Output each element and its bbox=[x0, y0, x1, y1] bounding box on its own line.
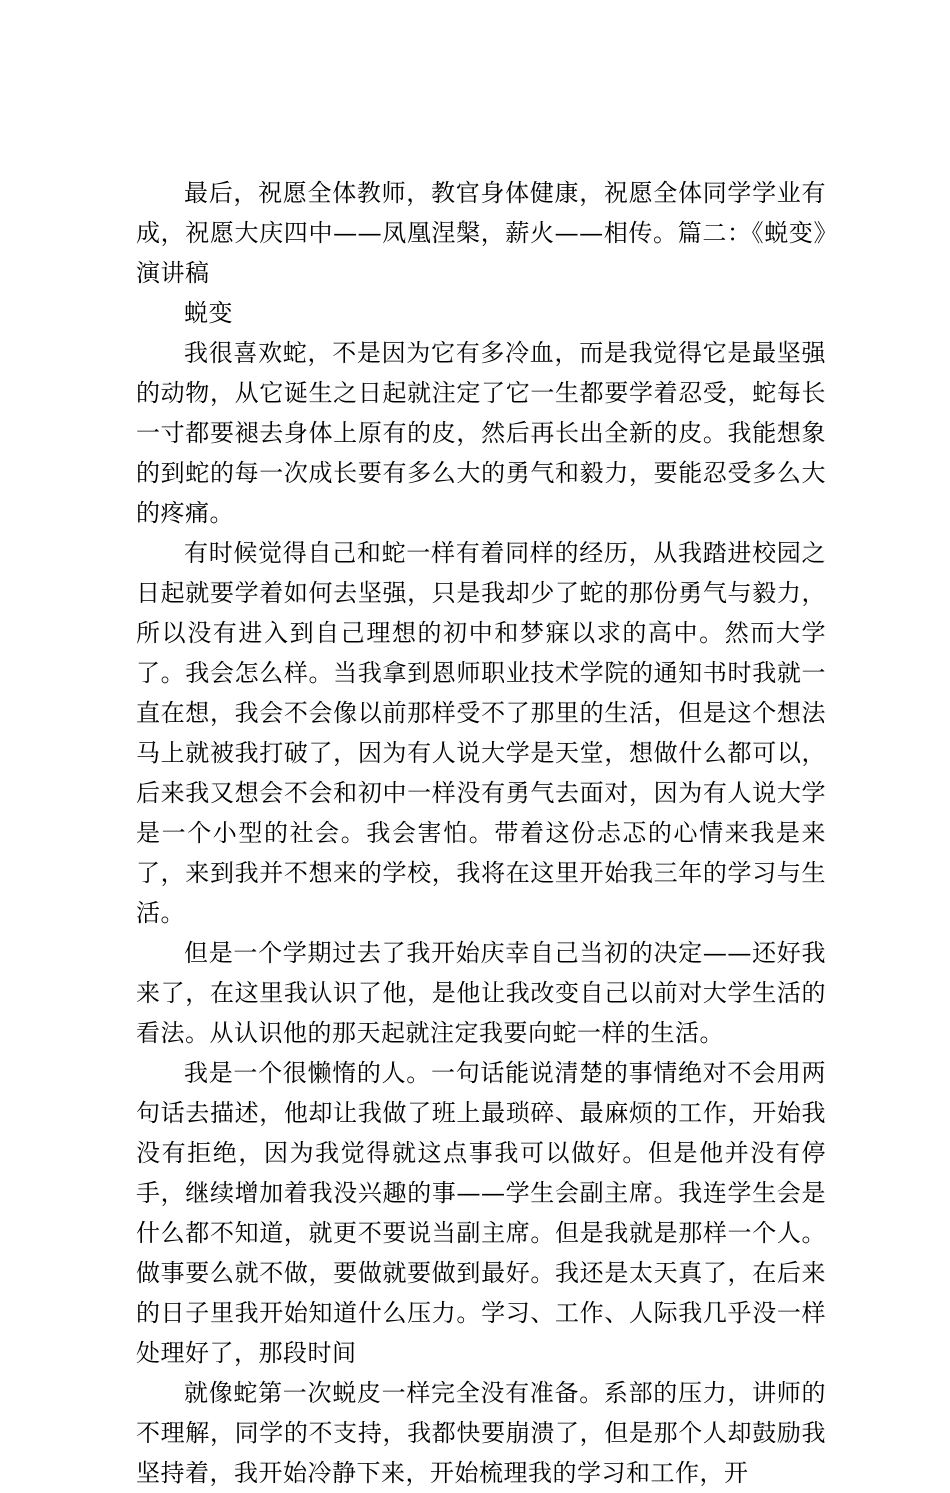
paragraph-student-union: 我是一个很懒惰的人。一句话能说清楚的事情绝对不会用两句话去描述，他却让我做了班上最琐碎、最麻烦的工作，开始我没有拒绝，因为我觉得就这点事我可以做好。但是他并没有停手，继续增加着我没兴趣的事——学生会副主席。我连学生会是什么都不知道，就更不要说当副主席。但是我就是那样一个人。做事要么就不做，要做就要做到最好。我还是太天真了，在后来的日子里我开始知道什么压力。学习、工作、人际我几乎没一样处理好了，那段时间 bbox=[136, 1059, 826, 1367]
paragraph-closing-wishes: 最后，祝愿全体教师，教官身体健康，祝愿全体同学学业有成，祝愿大庆四中——凤凰涅槃，薪火——相传。篇二：《蜕变》演讲稿 bbox=[136, 179, 826, 287]
document-body bbox=[136, 173, 826, 1493]
paragraph-school-experience: 有时候觉得自己和蛇一样有着同样的经历，从我踏进校园之日起就要学着如何去坚强，只是我却少了蛇的那份勇气与毅力，所以没有进入到自己理想的初中和梦寐以求的高中。然而大学了。我会怎么样。当我拿到恩师职业技术学院的通知书时我就一直在想，我会不会像以前那样受不了那里的生活，但是这个想法马上就被我打破了，因为有人说大学是天堂，想做什么都可以，后来我又想会不会和初中一样没有勇气去面对，因为有人说大学是一个小型的社会。我会害怕。带着这份忐忑的心情来我是来了，来到我并不想来的学校，我将在这里开始我三年的学习与生活。 bbox=[136, 539, 826, 927]
paragraph-snake-admiration: 我很喜欢蛇，不是因为它有多冷血，而是我觉得它是最坚强的动物，从它诞生之日起就注定了它一生都要学着忍受，蛇每长一寸都要褪去身体上原有的皮，然后再长出全新的皮。我能想象的到蛇的每一次成长要有多么大的勇气和毅力，要能忍受多么大的疼痛。 bbox=[136, 339, 826, 527]
paragraph-first-molt: 就像蛇第一次蜕皮一样完全没有准备。系部的压力，讲师的不理解，同学的不支持，我都快要崩溃了，但是那个人却鼓励我坚持着，我开始冷静下来，开始梳理我的学习和工作，开 bbox=[136, 1379, 826, 1487]
paragraph-heading-transformation: 蜕变 bbox=[184, 299, 233, 327]
paragraph-first-semester: 但是一个学期过去了我开始庆幸自己当初的决定——还好我来了，在这里我认识了他，是他让我改变自己以前对大学生活的看法。从认识他的那天起就注定我要向蛇一样的生活。 bbox=[136, 939, 826, 1047]
